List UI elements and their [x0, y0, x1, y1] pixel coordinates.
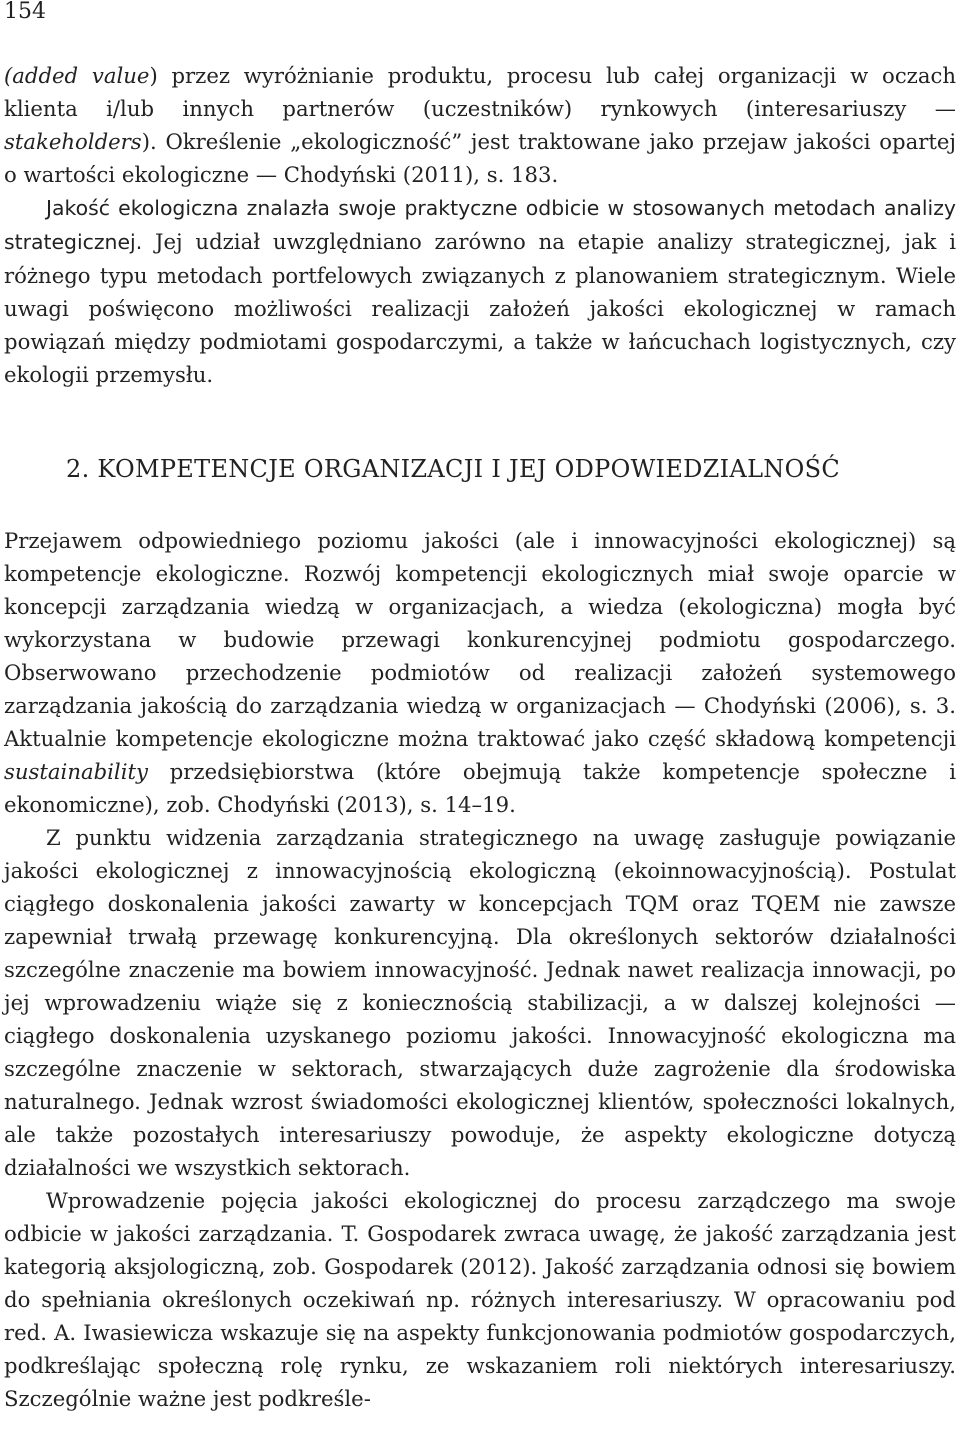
page-number: 154 [4, 0, 46, 24]
section-heading: 2. KOMPETENCJE ORGANIZACJI I JEJ ODPOWIEDZIALNOŚĆ [66, 455, 840, 483]
italic-stakeholders: stakeholders [4, 129, 142, 154]
sans-lead-sentence: Jakość ekologiczna znalazła swoje praktyczne odbicie w stosowanych metodach analizy strategicznej. [4, 196, 956, 254]
paragraph-strategic-analysis [4, 191, 956, 391]
paragraph-competences [4, 524, 956, 821]
paragraph-text: przedsiębiorstwa (które obejmują także kompetencje społeczne i ekonomiczne), zob. Chodyński (2013), s. 14–19. [4, 759, 956, 817]
italic-added-value: (added value [4, 63, 150, 88]
italic-sustainability: sustainability [4, 759, 148, 784]
paragraph-text: Przejawem odpowiedniego poziomu jakości (ale i innowacyjności ekologicznej) są kompetencje ekologiczne. Rozwój kompetencji ekologicznych miał swoje oparcie w koncepcji zarządzania wiedzą w organizacjach, a wiedza (ekologiczna) mogła być wykorzystana w budowie przewagi konkurencyjnej podmiotu gospodarczego. Obserwowano przechodzenie podmiotów od realizacji założeń systemowego zarządzania jakością do zarządzania wiedzą w organizacjach — Chodyński (2006), s. 3. Aktualnie kompetencje ekologiczne można traktować jako część składową kompetencji [4, 528, 956, 751]
paragraph-text: ). [141, 129, 157, 154]
paragraph-text: Określenie „ekologiczność” jest traktowane jako przejaw jakości opartej o wartości ekologiczne — Chodyński (2011), s. 183. [4, 129, 956, 187]
paragraph-text: Jej udział uwzględniano zarówno na etapie analizy strategicznej, jak i różnego typu metodach portfelowych związanych z planowaniem strategicznym. Wiele uwagi poświęcono możliwości realizacji założeń jakości ekologicznej w ramach powiązań między podmiotami gospodarczymi, a także w łańcuchach logistycznych, czy ekologii przemysłu. [4, 229, 956, 387]
section-text-block [4, 524, 956, 1415]
paragraph-management-quality: Wprowadzenie pojęcia jakości ekologicznej do procesu zarządczego ma swoje odbicie w jakości zarządzania. T. Gospodarek zwraca uwagę, że jakość zarządzania jest kategorią aksjologiczną, zob. Gospodarek (2012). Jakość zarządzania odnosi się bowiem do spełniania określonych oczekiwań np. różnych interesariuszy. W opracowaniu pod red. A. Iwasiewicza wskazuje się na aspekty funkcjonowania podmiotów gospodarczych, podkreślając społeczną rolę rynku, ze wskazaniem roli niektórych interesariuszy. Szczególnie ważne jest podkreśle- [4, 1188, 956, 1411]
paragraph-added-value [4, 59, 956, 191]
top-text-block [4, 59, 956, 391]
paragraph-text: ) przez wyróżnianie produktu, procesu lub całej organizacji w oczach klienta i/lub innych partnerów (uczestników) rynkowych (interesariuszy — [4, 63, 956, 121]
paragraph-innovation: Z punktu widzenia zarządzania strategicznego na uwagę zasługuje powiązanie jakości ekologicznej z innowacyjnością ekologiczną (ekoinnowacyjnością). Postulat ciągłego doskonalenia jakości zawarty w koncepcjach TQM oraz TQEM nie zawsze zapewniał trwałą przewagę konkurencyjną. Dla określonych sektorów działalności szczególne znaczenie ma bowiem innowacyjność. Jednak nawet realizacja innowacji, po jej wprowadzeniu wiąże się z koniecznością stabilizacji, a w dalszej kolejności — ciągłego doskonalenia uzyskanego poziomu jakości. Innowacyjność ekologiczna ma szczególne znaczenie w sektorach, stwarzających duże zagrożenie dla środowiska naturalnego. Jednak wzrost świadomości ekologicznej klientów, społeczności lokalnych, ale także pozostałych interesariuszy powoduje, że aspekty ekologiczne dotyczą działalności we wszystkich sektorach. [4, 825, 956, 1180]
